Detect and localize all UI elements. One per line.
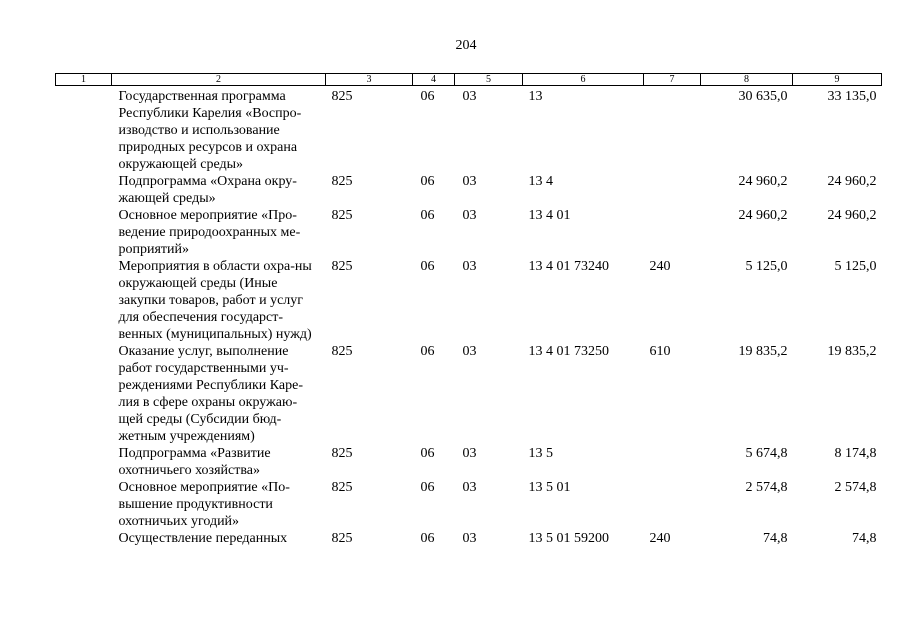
header-row xyxy=(56,74,882,86)
amount-year2-cell: 33 135,0 xyxy=(827,89,877,104)
section-code-cell: 06 xyxy=(420,259,435,274)
expense-type-cell xyxy=(644,207,701,258)
item-name-cell: Мероприятия в области охра-ны окружающей среды (Иные закупки товаров, работ и услуг для обеспечения государст-венных (муниципальных) нужд) xyxy=(118,259,312,342)
item-name-cell: Осуществление переданных xyxy=(118,531,288,546)
column-number-2: 2 xyxy=(112,74,326,86)
row-index-cell xyxy=(56,343,112,445)
item-name-cell: Подпрограмма «Охрана окру-жающей среды» xyxy=(118,174,297,206)
page-number: 204 xyxy=(455,38,477,53)
amount-year1-cell: 74,8 xyxy=(763,531,788,546)
section-code-cell: 06 xyxy=(420,208,435,223)
table-row xyxy=(56,530,882,547)
table-header xyxy=(56,74,882,86)
table-row xyxy=(56,479,882,530)
item-name-cell: Подпрограмма «Развитие охотничьего хозяйства» xyxy=(118,446,271,478)
expense-type-cell: 240 xyxy=(649,259,671,274)
row-index-cell xyxy=(56,479,112,530)
table-row xyxy=(56,86,882,174)
subsection-code-cell: 03 xyxy=(462,208,477,223)
ministry-code-cell: 825 xyxy=(331,259,353,274)
amount-year1-cell: 5 674,8 xyxy=(745,446,788,461)
expense-type-cell xyxy=(644,86,701,174)
section-code-cell: 06 xyxy=(420,89,435,104)
row-index-cell xyxy=(56,86,112,174)
amount-year1-cell: 19 835,2 xyxy=(738,344,788,359)
column-number-5: 5 xyxy=(455,74,523,86)
item-name-cell: Государственная программа Республики Карелия «Воспро-изводство и использование природных ресурсов и охрана окружающей среды» xyxy=(118,89,302,172)
table-body xyxy=(56,86,882,548)
column-number-6: 6 xyxy=(523,74,644,86)
amount-year2-cell: 24 960,2 xyxy=(827,208,877,223)
table-row xyxy=(56,173,882,207)
amount-year2-cell: 74,8 xyxy=(852,531,877,546)
section-code-cell: 06 xyxy=(420,480,435,495)
subsection-code-cell: 03 xyxy=(462,480,477,495)
row-index-cell xyxy=(56,207,112,258)
expense-type-cell: 610 xyxy=(649,344,671,359)
table-row xyxy=(56,445,882,479)
ministry-code-cell: 825 xyxy=(331,480,353,495)
amount-year1-cell: 30 635,0 xyxy=(738,89,788,104)
target-article-cell: 13 5 01 xyxy=(528,480,571,495)
budget-table xyxy=(55,73,882,547)
amount-year2-cell: 5 125,0 xyxy=(834,259,877,274)
column-number-7: 7 xyxy=(644,74,701,86)
ministry-code-cell: 825 xyxy=(331,531,353,546)
amount-year2-cell: 19 835,2 xyxy=(827,344,877,359)
target-article-cell: 13 4 01 xyxy=(528,208,571,223)
column-number-9: 9 xyxy=(793,74,882,86)
ministry-code-cell: 825 xyxy=(331,89,353,104)
ministry-code-cell: 825 xyxy=(331,174,353,189)
amount-year2-cell: 8 174,8 xyxy=(834,446,877,461)
target-article-cell: 13 5 01 59200 xyxy=(528,531,609,546)
table-row xyxy=(56,343,882,445)
expense-type-cell xyxy=(644,173,701,207)
row-index-cell xyxy=(56,258,112,343)
expense-type-cell: 240 xyxy=(649,531,671,546)
subsection-code-cell: 03 xyxy=(462,89,477,104)
expense-type-cell xyxy=(644,479,701,530)
table-row xyxy=(56,258,882,343)
amount-year1-cell: 24 960,2 xyxy=(738,174,788,189)
ministry-code-cell: 825 xyxy=(331,208,353,223)
amount-year1-cell: 24 960,2 xyxy=(738,208,788,223)
column-number-3: 3 xyxy=(326,74,413,86)
item-name-cell: Оказание услуг, выполнение работ государственными уч-реждениями Республики Каре-лия в сфере охраны окружаю-щей среды (Субсидии бюд-жетным учреждениям) xyxy=(118,344,303,444)
target-article-cell: 13 4 xyxy=(528,174,553,189)
table-row xyxy=(56,207,882,258)
amount-year1-cell: 5 125,0 xyxy=(745,259,788,274)
section-code-cell: 06 xyxy=(420,446,435,461)
row-index-cell xyxy=(56,530,112,547)
target-article-cell: 13 4 01 73240 xyxy=(528,259,609,274)
subsection-code-cell: 03 xyxy=(462,344,477,359)
row-index-cell xyxy=(56,173,112,207)
ministry-code-cell: 825 xyxy=(331,446,353,461)
subsection-code-cell: 03 xyxy=(462,259,477,274)
column-number-8: 8 xyxy=(701,74,793,86)
item-name-cell: Основное мероприятие «По-вышение продуктивности охотничьих угодий» xyxy=(118,480,290,529)
amount-year2-cell: 24 960,2 xyxy=(827,174,877,189)
section-code-cell: 06 xyxy=(420,174,435,189)
target-article-cell: 13 5 xyxy=(528,446,553,461)
item-name-cell: Основное мероприятие «Про-ведение природоохранных ме-роприятий» xyxy=(118,208,301,257)
row-index-cell xyxy=(56,445,112,479)
amount-year2-cell: 2 574,8 xyxy=(834,480,877,495)
subsection-code-cell: 03 xyxy=(462,174,477,189)
amount-year1-cell: 2 574,8 xyxy=(745,480,788,495)
column-number-1: 1 xyxy=(56,74,112,86)
target-article-cell: 13 xyxy=(528,89,543,104)
target-article-cell: 13 4 01 73250 xyxy=(528,344,609,359)
subsection-code-cell: 03 xyxy=(462,446,477,461)
section-code-cell: 06 xyxy=(420,531,435,546)
subsection-code-cell: 03 xyxy=(462,531,477,546)
section-code-cell: 06 xyxy=(420,344,435,359)
ministry-code-cell: 825 xyxy=(331,344,353,359)
expense-type-cell xyxy=(644,445,701,479)
column-number-4: 4 xyxy=(413,74,455,86)
